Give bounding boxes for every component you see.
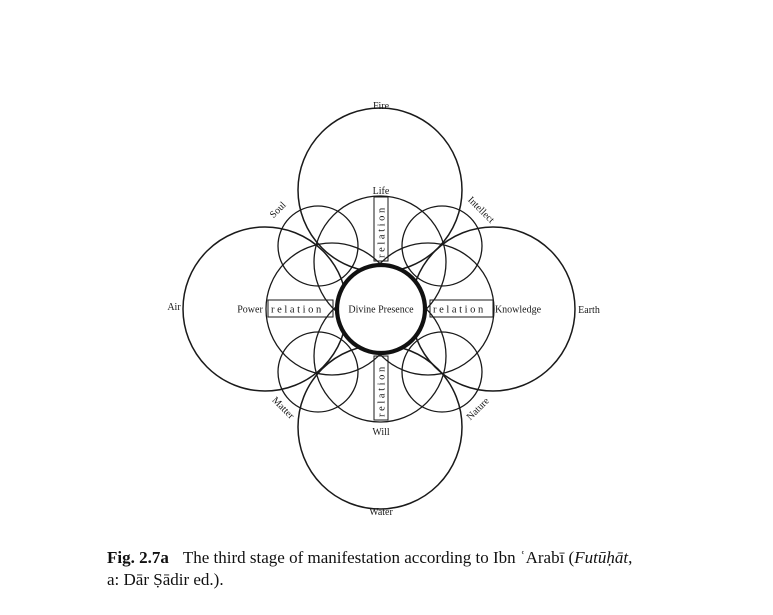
power-label: Power [237,304,263,316]
figure-number: Fig. 2.7a [107,548,169,567]
soul-label: Soul [267,199,289,221]
caption-author: Arabī ( [525,548,575,567]
caption-text: The third stage of manifestation according to Ibn [182,548,520,567]
nature-label: Nature [464,395,492,423]
earth-label: Earth [578,305,600,316]
relation-left [268,300,333,317]
relation-bottom-label: relation [376,364,388,417]
relation-right-label: relation [433,304,486,316]
figure-caption [107,547,727,591]
water-label: Water [369,507,393,518]
knowledge-label: Knowledge [494,304,542,316]
air-label: Air [167,302,181,313]
relation-top [374,197,388,261]
caption-edition: , a: Dār Ṣādir ed.). [107,548,633,589]
matter-label: Matter [269,394,297,422]
relation-right [430,300,493,317]
caption-work-title: Futūḥāt [574,548,629,567]
intellect-circle [402,206,482,286]
life-label: Life [372,186,390,197]
nature-circle [402,332,482,412]
relation-left-label: relation [271,304,324,316]
will-label: Will [372,427,390,438]
intellect-label: Intellect [465,194,497,226]
relation-top-label: relation [376,205,388,258]
relation-bottom [374,356,388,420]
caption-ayn: ʿ [519,548,526,567]
fire-label: Fire [372,101,390,112]
divine-presence-label: Divine Presence [348,304,414,316]
